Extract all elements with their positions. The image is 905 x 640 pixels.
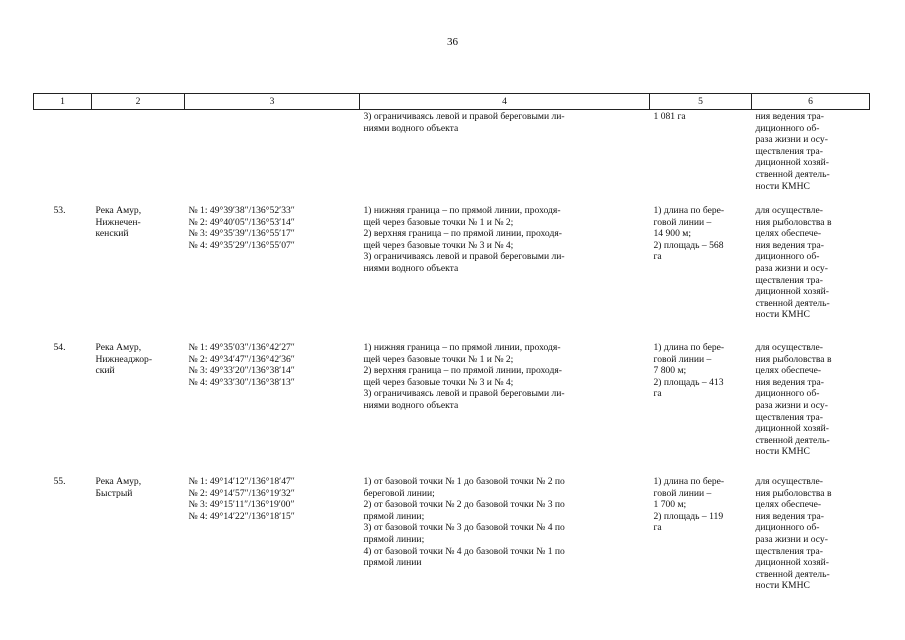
purpose-line: целях обеспече- [755,365,822,377]
description-cell [360,330,650,464]
coordinates-cell [185,197,360,330]
parameter-line: 1 081 га [653,111,686,122]
purpose-cell [752,110,870,198]
description-line: 3) ограничиваясь левой и правой береговыми ли- [363,111,565,122]
parameter-line: 1) длина по бере- [653,342,725,353]
purpose-line: раза жизни и осу- [755,533,828,545]
area-name-line: ский [95,365,115,377]
table-row [34,464,870,592]
description-line: 1) нижняя граница – по прямой линии, проходя- [363,342,561,353]
description-line: 4) от базовой точки № 4 до базовой точки № 1 по [363,545,565,557]
parameter-line: 1) длина по бере- [653,476,725,487]
purpose-cell [752,197,870,330]
description-line: щей через базовые точки № 1 и № 2; [363,353,514,365]
parameter-line: 2) площадь – 568 [653,239,724,251]
row-number: 54. [53,342,66,353]
parameter-line: 7 800 м; [653,365,687,377]
description-line: 3) ограничиваясь левой и правой береговыми ли- [363,388,565,400]
coordinate-line: № 1: 49°14′12″/136°18′47″ [188,476,295,487]
area-name-cell [92,197,185,330]
table-row [34,197,870,330]
parameter-line: говой линии – [653,216,712,228]
purpose-line: диционной хозяй- [755,157,829,169]
coordinate-line: № 2: 49°14′57″/136°19′32″ [188,487,295,499]
row-number: 53. [53,205,66,216]
coordinate-line: № 3: 49°15′11″/136°19′00″ [188,499,295,511]
parameter-line: 1) длина по бере- [653,205,725,216]
description-line: 2) от базовой точки № 2 до базовой точки № 3 по [363,499,565,511]
table-row [34,330,870,464]
purpose-line: раза жизни и осу- [755,399,828,411]
purpose-line: ственной деятель- [755,168,830,180]
coordinate-line: № 1: 49°39′38″/136°52′33″ [188,205,295,216]
coordinate-line: № 3: 49°33′20″/136°38′14″ [188,365,295,377]
purpose-line: целях обеспече- [755,228,822,240]
purpose-line: ния ведения тра- [755,111,824,122]
purpose-line: ности КМНС [755,180,810,192]
purpose-line: раза жизни и осу- [755,262,828,274]
purpose-line: ния ведения тра- [755,510,824,522]
description-line: прямой линии; [363,510,425,522]
area-name-line: Река Амур, [95,476,142,487]
description-cell [360,464,650,592]
description-line: 3) ограничиваясь левой и правой береговыми ли- [363,251,565,263]
description-line: прямой линии; [363,533,425,545]
purpose-line: ществления тра- [755,274,823,286]
purpose-line: ности КМНС [755,446,810,458]
purpose-line: ществления тра- [755,545,823,557]
coordinate-line: № 2: 49°34′47″/136°42′36″ [188,353,295,365]
purpose-line: диционного об- [755,388,820,400]
purpose-line: диционного об- [755,251,820,263]
purpose-line: ности КМНС [755,580,810,592]
description-line: 3) от базовой точки № 3 до базовой точки № 4 по [363,522,565,534]
description-line: 1) от базовой точки № 1 до базовой точки № 2 по [363,476,565,487]
purpose-line: ния ведения тра- [755,376,824,388]
description-line: прямой линии [363,557,422,569]
column-header: 5 [650,94,752,110]
description-line: ниями водного объекта [363,122,459,134]
parameter-line: говой линии – [653,353,712,365]
area-name-line: Быстрый [95,487,133,499]
parameter-line: га [653,522,662,534]
column-header: 2 [92,94,185,110]
parameters-cell [650,197,752,330]
parameter-line: 2) площадь – 413 [653,376,724,388]
description-line: щей через базовые точки № 3 и № 4; [363,376,514,388]
description-cell [360,110,650,198]
row-number: 55. [53,476,66,487]
description-line: щей через базовые точки № 3 и № 4; [363,239,514,251]
coordinate-line: № 4: 49°33′30″/136°38′13″ [188,376,295,388]
area-name-line: Нижнечен- [95,216,141,228]
purpose-line: ственной деятель- [755,434,830,446]
coordinate-line: № 4: 49°14′22″/136°18′15″ [188,510,295,522]
purpose-line: ния ведения тра- [755,239,824,251]
purpose-line: диционной хозяй- [755,286,829,298]
area-name-cell [92,464,185,592]
parameter-line: 14 900 м; [653,228,692,240]
purpose-line: целях обеспече- [755,499,822,511]
purpose-line: диционной хозяй- [755,423,829,435]
parameters-cell [650,110,752,198]
coordinate-line: № 1: 49°35′03″/136°42′27″ [188,342,295,353]
purpose-line: для осуществле- [755,476,823,487]
coordinate-line: № 4: 49°35′29″/136°55′07″ [188,239,295,251]
purpose-line: диционной хозяй- [755,557,829,569]
purpose-line: ществления тра- [755,145,823,157]
description-line: щей через базовые точки № 1 и № 2; [363,216,514,228]
parameter-line: 1 700 м; [653,499,687,511]
parameters-cell [650,330,752,464]
description-line: 1) нижняя граница – по прямой линии, проходя- [363,205,561,216]
purpose-line: для осуществле- [755,205,823,216]
header-row [34,94,870,110]
description-line: ниями водного объекта [363,399,459,411]
coordinates-cell [185,330,360,464]
continuation-row [34,110,870,198]
parameter-line: га [653,251,662,263]
coordinates-cell [185,464,360,592]
column-header: 1 [34,94,92,110]
purpose-line: ственной деятель- [755,297,830,309]
column-header: 4 [360,94,650,110]
purpose-line: ния рыболовства в [755,353,832,365]
coordinate-line: № 3: 49°35′39″/136°55′17″ [188,228,295,240]
purpose-line: диционного об- [755,122,820,134]
purpose-line: раза жизни и осу- [755,134,828,146]
purpose-cell [752,330,870,464]
purpose-line: ния рыболовства в [755,216,832,228]
page-number: 36 [447,36,458,48]
parameter-line: га [653,388,662,400]
description-line: береговой линии; [363,487,435,499]
area-name-line: Нижнеаджор- [95,353,153,365]
purpose-line: диционного об- [755,522,820,534]
area-name-cell [92,330,185,464]
purpose-cell [752,464,870,592]
coordinate-line: № 2: 49°40′05″/136°53′14″ [188,216,295,228]
description-cell [360,197,650,330]
purpose-line: ственной деятель- [755,568,830,580]
purpose-line: ности КМНС [755,309,810,321]
column-header: 3 [185,94,360,110]
parameters-cell [650,464,752,592]
description-line: 2) верхняя граница – по прямой линии, проходя- [363,228,562,240]
column-header: 6 [752,94,870,110]
fishing-areas-table [33,93,870,592]
purpose-line: ния рыболовства в [755,487,832,499]
parameter-line: 2) площадь – 119 [653,510,724,522]
area-name-line: Река Амур, [95,342,142,353]
purpose-line: ществления тра- [755,411,823,423]
description-line: 2) верхняя граница – по прямой линии, проходя- [363,365,562,377]
purpose-line: для осуществле- [755,342,823,353]
area-name-line: Река Амур, [95,205,142,216]
area-name-line: кенский [95,228,129,240]
parameter-line: говой линии – [653,487,712,499]
description-line: ниями водного объекта [363,262,459,274]
